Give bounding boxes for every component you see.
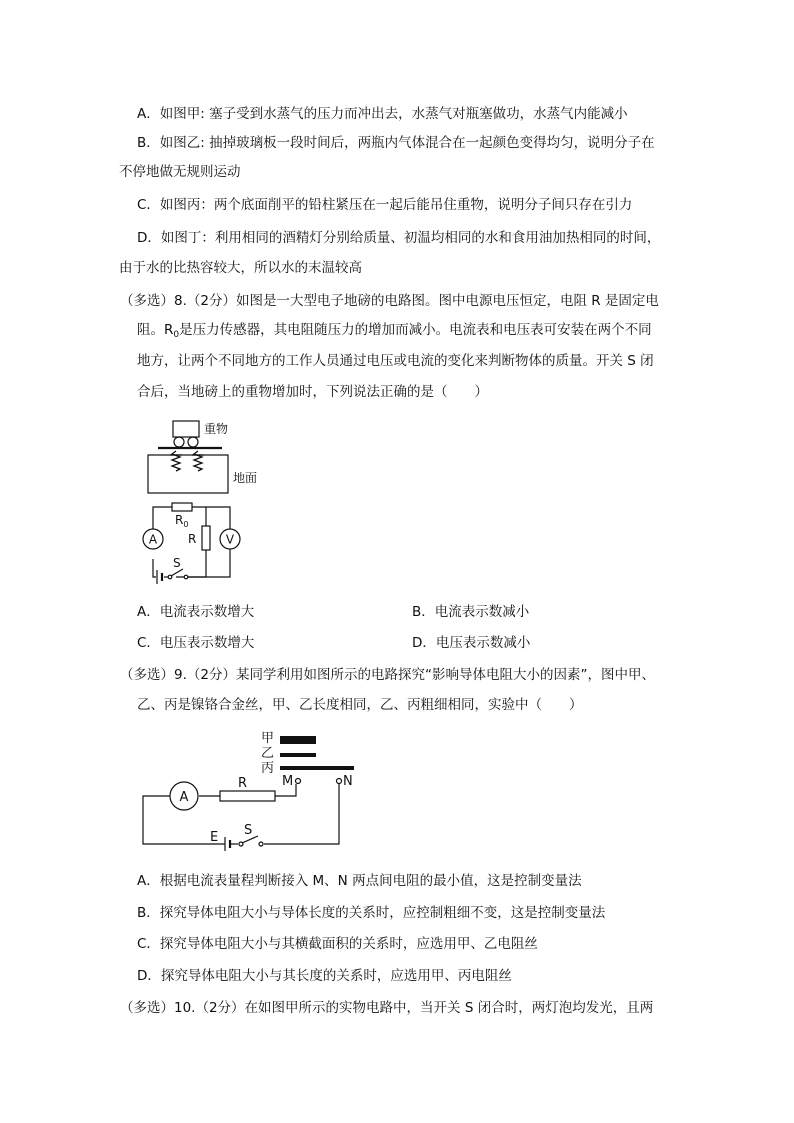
wire-bing-label: 丙	[261, 761, 275, 776]
weight-wheel-right	[188, 437, 198, 447]
q9-option-b: B．探究导体电阻大小与导体长度的关系时，应控制粗细不变，这是控制变量法	[137, 905, 606, 921]
terminal-m	[296, 779, 301, 784]
q8-stem-line4: 合后，当地磅上的重物增加时，下列说法正确的是（ ）	[137, 384, 488, 400]
wire-yi	[280, 753, 316, 757]
q8-stem-line1: （多选）8.（2分）如图是一大型电子地磅的电路图。图中电源电压恒定，电阻 R 是固定电	[120, 293, 659, 309]
ammeter-label: A	[179, 790, 189, 805]
wire-jia	[280, 736, 316, 744]
switch-icon	[168, 569, 206, 579]
switch-label: S	[244, 823, 253, 838]
wire-bing	[280, 766, 354, 770]
q8-option-b: B．电流表示数减小	[412, 604, 530, 620]
q8-option-a: A．电流表示数增大	[137, 604, 255, 620]
switch-label: S	[173, 556, 181, 570]
resistor-r	[202, 526, 210, 550]
q10-stem-line1: （多选）10.（2分）在如图甲所示的实物电路中，当开关 S 闭合时，两灯泡均发光，且两	[120, 1000, 654, 1016]
q8-stem-line3: 地方，让两个不同地方的工作人员通过电压或电流的变化来判断物体的质量。开关 S 闭	[137, 353, 654, 369]
battery-icon	[157, 570, 162, 584]
r0-label-sub: 0	[183, 520, 189, 529]
weight-wheel-left	[174, 437, 184, 447]
q8-stem-line2-prefix: 阻。R	[137, 322, 174, 338]
q8-option-d: D．电压表示数减小	[412, 635, 531, 651]
q9-option-a: A．根据电流表量程判断接入 M、N 两点间电阻的最小值，这是控制变量法	[137, 873, 582, 889]
pressure-springs	[170, 451, 204, 471]
q7-option-d-line1: D．如图丁：利用相同的酒精灯分别给质量、初温均相同的水和食用油加热相同的时间，	[137, 230, 661, 246]
ammeter-label: A	[148, 532, 158, 547]
terminal-m-label: M	[282, 774, 294, 789]
q8-stem-line2	[137, 320, 652, 345]
q9-stem-line2: 乙、丙是镍铬合金丝，甲、乙长度相同，乙、丙粗细相同，实验中（ ）	[137, 697, 583, 713]
weight-box	[173, 421, 199, 437]
wire-jia-label: 甲	[261, 731, 275, 746]
q7-option-b-line2: 不停地做无规则运动	[119, 164, 241, 180]
q9-option-c: C．探究导体电阻大小与其横截面积的关系时，应选用甲、乙电阻丝	[137, 936, 538, 952]
resistor-r	[220, 791, 275, 801]
q8-stem-line2-rest: 是压力传感器，其电阻随压力的增加而减小。电流表和电压表可安装在两个不同	[179, 322, 652, 338]
r-label: R	[188, 532, 197, 546]
q9-resistance-circuit-figure	[140, 728, 370, 858]
battery-icon	[225, 837, 238, 851]
battery-label: E	[210, 830, 219, 845]
q7-option-a: A．如图甲: 塞子受到水蒸气的压力而冲出去，水蒸气对瓶塞做功，水蒸气内能减小	[137, 106, 628, 122]
r0-label-main: R	[175, 513, 184, 527]
wire-yi-label: 乙	[261, 746, 275, 761]
ground-box	[148, 455, 228, 493]
q8-stem-line2-sub: 0	[173, 330, 180, 340]
q9-stem-line1: （多选）9.（2分）某同学利用如图所示的电路探究“影响导体电阻大小的因素”，图中甲、	[120, 667, 655, 683]
q8-option-c: C．电压表示数增大	[137, 635, 255, 651]
weight-label: 重物	[204, 422, 229, 436]
q8-weighbridge-circuit-figure	[130, 415, 270, 585]
resistor-r0	[172, 503, 192, 511]
q7-option-d-line2: 由于水的比热容较大，所以水的末温较高	[119, 260, 362, 276]
r0-label	[175, 513, 188, 529]
q7-option-b-line1: B．如图乙: 抽掉玻璃板一段时间后，两瓶内气体混合在一起颜色变得均匀，说明分子在	[137, 135, 655, 151]
ground-label: 地面	[233, 471, 258, 485]
terminal-n	[337, 779, 342, 784]
r-label: R	[238, 776, 248, 791]
voltmeter-label: V	[225, 532, 235, 547]
q9-option-d: D．探究导体电阻大小与其长度的关系时，应选用甲、丙电阻丝	[137, 968, 512, 984]
terminal-n-label: N	[343, 774, 353, 789]
q7-option-c: C．如图丙：两个底面削平的铅柱紧压在一起后能吊住重物，说明分子间只存在引力	[137, 197, 633, 213]
